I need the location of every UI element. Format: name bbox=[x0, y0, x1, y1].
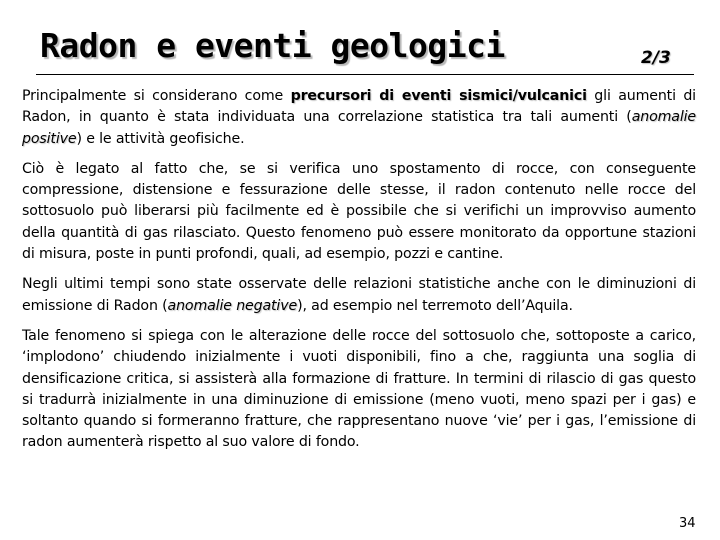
paragraph-precursors bbox=[22, 86, 696, 150]
emphasis-positive-anomalies: anomalie positive bbox=[22, 109, 696, 147]
paragraph-phenomenon-explanation: Tale fenomeno si spiega con le alterazione delle rocce del sottosuolo che, sottoposte a carico, ‘implodono’ chiudendo inizialmente i vuoti disponibili, fino a che, raggiunta una soglia di densificazione critica, si assisterà alla formazione di fratture. In termini di rilascio di gas questo si tradurrà inizialmente in una diminuzione di emissione (meno vuoti, meno spazi per i gas) e soltanto quando si formeranno fratture, che rappresentano nuove ‘vie’ per i gas, l’emissione di radon aumenterà rispetto al suo valore di fondo. bbox=[22, 327, 696, 451]
paragraph-text: Principalmente si considerano come bbox=[22, 88, 291, 104]
paragraph-text: ), ad esempio nel terremoto dell’Aquila. bbox=[297, 297, 573, 314]
paragraph-rock-displacement: Ciò è legato al fatto che, se si verifica uno spostamento di rocce, con conseguente compressione, distensione e fessurazione delle stesse, il radon contenuto nelle rocce del sottosuolo può liberarsi più facilmente ed è possibile che si verifichi un improvviso aumento della quantità di gas rilasciato. Questo fenomeno può essere monitorato da opportune stazioni di misura, poste in punti profondi, quali, ad esempio, pozzi e cantine. bbox=[22, 160, 696, 263]
paragraph-negative-anomalies bbox=[22, 274, 696, 317]
slide-title: Radon e eventi geologici bbox=[40, 26, 505, 65]
slide-number: 34 bbox=[679, 516, 696, 531]
slide-body bbox=[22, 86, 696, 463]
title-divider bbox=[36, 74, 694, 75]
emphasis-negative-anomalies: anomalie negative bbox=[167, 297, 298, 314]
paragraph-text: gli aumenti di Radon, in quanto è stata individuata una correlazione statistica tra tali aumenti ( bbox=[22, 88, 696, 126]
paragraph-text: Negli ultimi tempi sono state osservate delle relazioni statistiche anche con le diminuzioni di emissione di Radon ( bbox=[22, 276, 696, 314]
emphasis-precursors: precursori di eventi sismici/vulcanici bbox=[290, 88, 587, 104]
page-count: 2/3 bbox=[641, 48, 671, 68]
paragraph-text: ) e le attività geofisiche. bbox=[76, 130, 245, 147]
